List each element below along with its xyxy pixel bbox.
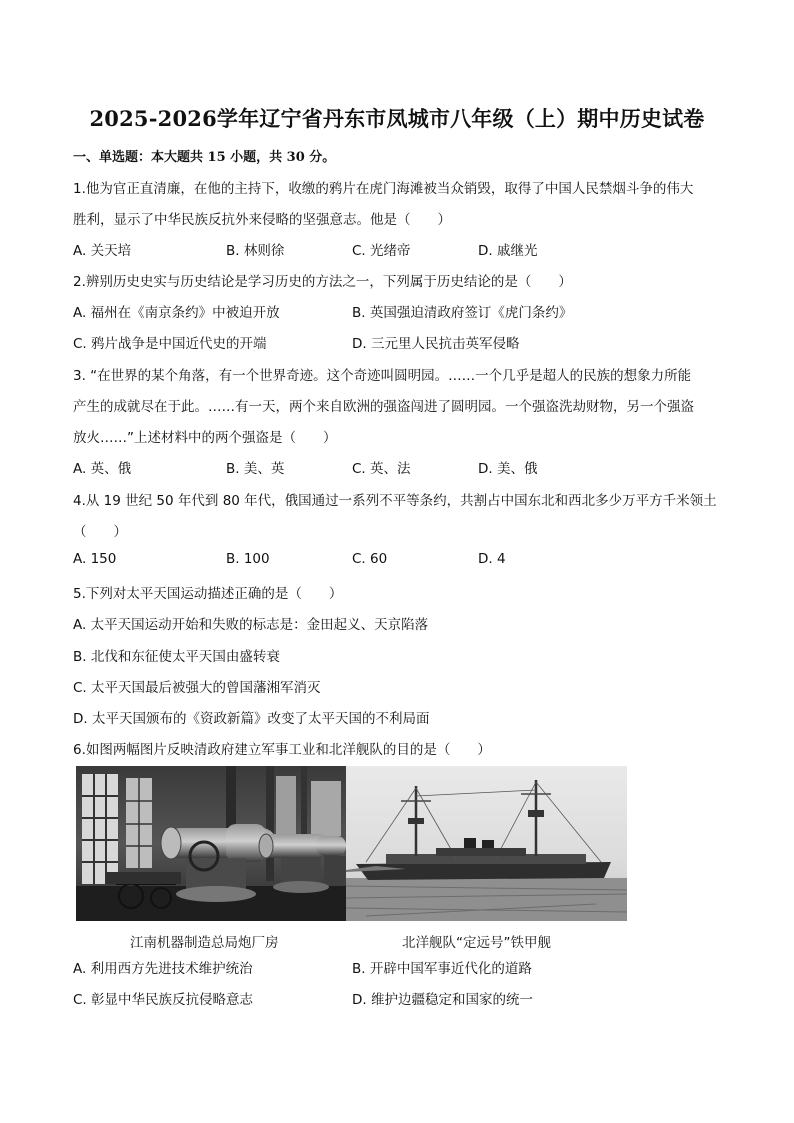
question-2-option-c[interactable]: C. 鸦片战争是中国近代史的开端 xyxy=(73,336,267,352)
question-2-option-d[interactable]: D. 三元里人民抗击英军侵略 xyxy=(352,336,520,352)
question-4-option-a[interactable]: A. 150 xyxy=(73,551,117,567)
question-6-option-d[interactable]: D. 维护边疆稳定和国家的统一 xyxy=(352,992,533,1008)
question-4-option-d[interactable]: D. 4 xyxy=(478,551,506,567)
caption-dingyuan-warship: 北洋舰队“定远号”铁甲舰 xyxy=(402,935,551,951)
question-4-option-c[interactable]: C. 60 xyxy=(352,551,388,567)
page-title: 2025-2026学年辽宁省丹东市凤城市八年级（上）期中历史试卷 xyxy=(89,106,705,131)
question-1-option-a[interactable]: A. 关天培 xyxy=(73,243,132,259)
question-3-option-d[interactable]: D. 美、俄 xyxy=(478,461,538,477)
cannon-factory-image xyxy=(76,766,346,921)
question-5-option-c[interactable]: C. 太平天国最后被强大的曾国藩湘军消灭 xyxy=(73,680,321,696)
question-5-option-d[interactable]: D. 太平天国颁布的《资政新篇》改变了太平天国的不利局面 xyxy=(73,711,430,727)
question-3-option-a[interactable]: A. 英、俄 xyxy=(73,461,132,477)
question-4-line-2: （ ） xyxy=(73,524,127,540)
caption-cannon-factory: 江南机器制造总局炮厂房 xyxy=(130,935,279,951)
question-3-option-b[interactable]: B. 美、英 xyxy=(226,461,285,477)
section-heading: 一、单选题：本大题共 15 小题，共 30 分。 xyxy=(73,150,336,165)
question-1-line-2: 胜利，显示了中华民族反抗外来侵略的坚强意志。他是（ ） xyxy=(73,212,451,228)
question-1-line-1: 1.他为官正直清廉，在他的主持下，收缴的鸦片在虎门海滩被当众销毁，取得了中国人民禁烟斗争的伟大 xyxy=(73,181,694,197)
question-6-option-b[interactable]: B. 开辟中国军事近代化的道路 xyxy=(352,961,532,977)
question-2-option-a[interactable]: A. 福州在《南京条约》中被迫开放 xyxy=(73,305,280,321)
question-6-line-1: 6.如图两幅图片反映清政府建立军事工业和北洋舰队的目的是（ ） xyxy=(73,742,491,758)
question-3-line-2: 产生的成就尽在于此。……有一天，两个来自欧洲的强盗闯进了圆明园。一个强盗洗劫财物，另一个强盗 xyxy=(73,399,694,415)
question-3-option-c[interactable]: C. 英、法 xyxy=(352,461,411,477)
question-4-line-1: 4.从 19 世纪 50 年代到 80 年代，俄国通过一系列不平等条约，共割占中国东北和西北多少万平方千米领土 xyxy=(73,493,717,509)
question-4-option-b[interactable]: B. 100 xyxy=(226,551,270,567)
warship-image xyxy=(346,766,627,921)
photo-dingyuan-warship xyxy=(346,766,627,921)
photo-cannon-factory xyxy=(76,766,346,921)
question-2-option-b[interactable]: B. 英国强迫清政府签订《虎门条约》 xyxy=(352,305,573,321)
question-1-option-d[interactable]: D. 戚继光 xyxy=(478,243,538,259)
question-6-option-a[interactable]: A. 利用西方先进技术维护统治 xyxy=(73,961,253,977)
question-6-option-c[interactable]: C. 彰显中华民族反抗侵略意志 xyxy=(73,992,254,1008)
question-3-line-3: 放火……”上述材料中的两个强盗是（ ） xyxy=(73,430,337,446)
question-5-line-1: 5.下列对太平天国运动描述正确的是（ ） xyxy=(73,586,343,602)
question-2-line-1: 2.辨别历史史实与历史结论是学习历史的方法之一，下列属于历史结论的是（ ） xyxy=(73,274,572,290)
question-5-option-a[interactable]: A. 太平天国运动开始和失败的标志是：金田起义、天京陷落 xyxy=(73,617,429,633)
question-3-line-1: 3. “在世界的某个角落，有一个世界奇迹。这个奇迹叫圆明园。……一个几乎是超人的民族的想象力所能 xyxy=(73,368,692,384)
question-1-option-c[interactable]: C. 光绪帝 xyxy=(352,243,411,259)
question-1-option-b[interactable]: B. 林则徐 xyxy=(226,243,285,259)
question-5-option-b[interactable]: B. 北伐和东征使太平天国由盛转衰 xyxy=(73,649,280,665)
